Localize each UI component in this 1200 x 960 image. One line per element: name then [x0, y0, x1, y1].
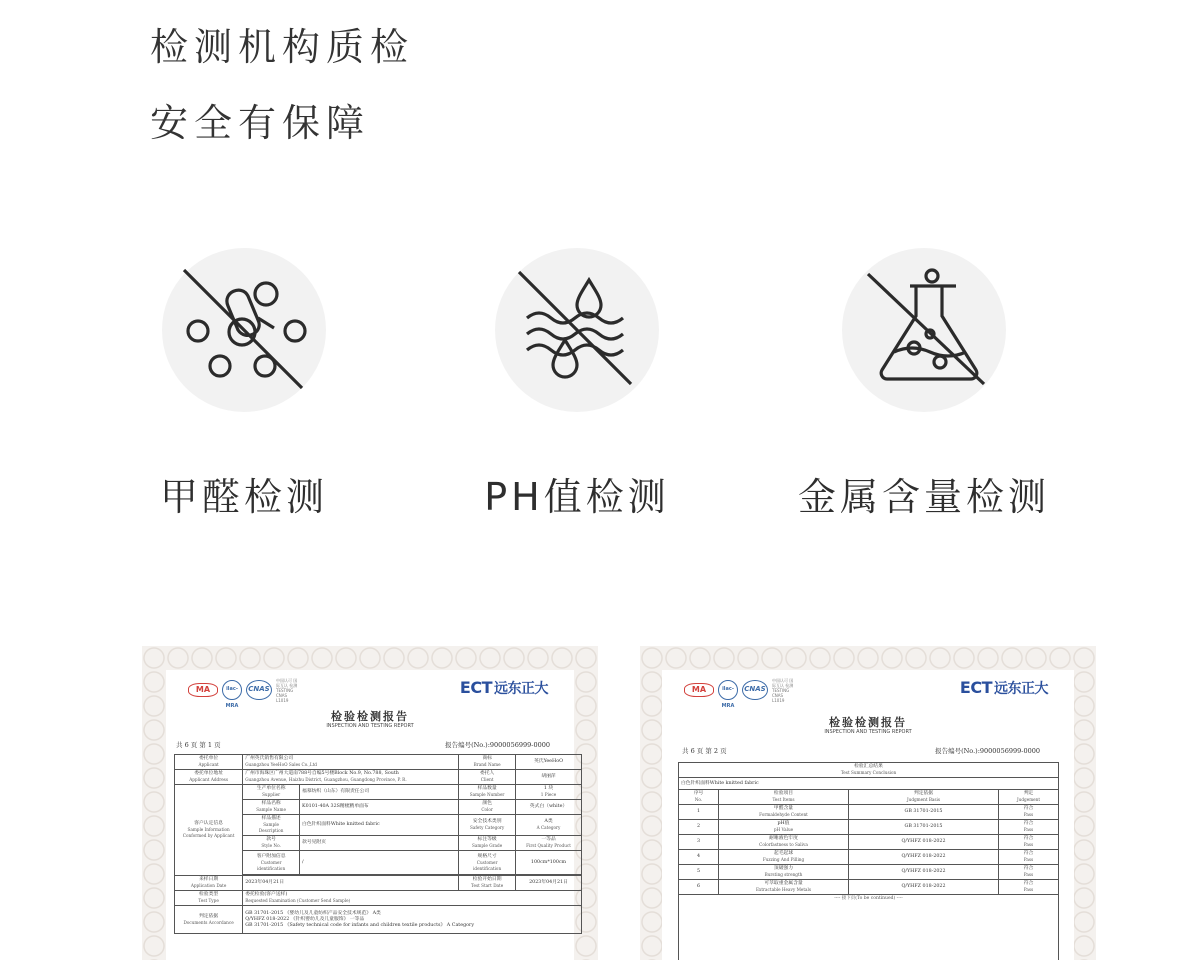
cnas-small-text: 中国认可 国际互认 检测 TESTING CNAS L1019: [276, 677, 298, 703]
table-row: 1 甲醛含量 Formaldehyde Content GB 31701-2015 符合 Pass: [679, 805, 1059, 820]
ma-logo: MA: [188, 683, 218, 697]
report-subtitle: INSPECTION AND TESTING REPORT: [824, 729, 912, 735]
table-row: 3 耐唾液色牢度 Colorfastness to Saliva Q/YHFZ 018-2022 符合 Pass: [679, 835, 1059, 850]
certification-logos: [188, 677, 298, 709]
test-report-page-1[interactable]: [142, 646, 598, 960]
report-number: 报告编号(No.):9000056999-0000: [445, 741, 550, 749]
report-info-table: 委托单位 Applicant 广州英氏销售有限公司 Guangzhou YeeHoO Sales Co.,Ltd 商标 Brand Name 英氏YeeHoO 委托单位地址 Applicant Address 广州市海珠区广州大道南788号自编5号楼Block No.9, No.788, South Guangzhou Avenue, Haizhu District, Guangzhou, Guangdong Province, P. R. 委托人 Client 胡丽萍 客户认定信息 Sample Information Conformed by Applicant 生产单位名称 Supplier 福慕纺织（山东）有限责任公司 样品数量 Sample Number 1 块 1 Piece 样品名称 Sample Name K0101-40A 32S精梳精单面布 颜色 Color 英式白（white） 样品描述 Sample Description 白色针织面料White knitted fabric 安全技术类别 Safety Category A类 A Category 款号 Style No. 款号见附页 标注等级 Sample Grade 一等品 First Quality Product 客户附加信息 Customer identification / 规格尺寸 Customer identification 100cm*100cm 来样日期 Application Date 2023年04月21日 检验开始日期 Test Start Date 2023年04月21日 检验类型 Test Type 委托检验(客户送样) Requested Examination (Customer Send Sample) 判定依据 Documents Accordance GB 31701-2015 《婴幼儿及儿童纺织产品安全技术规范》 A类 Q/YHFZ 018-2022 《针织婴幼儿及儿童服饰》 一等品 GB 31701-2015 《Safety technical code for infants and children textile products》 A Category: [174, 754, 582, 934]
table-row: 4 起毛起球 Fuzzing And Pilling Q/YHFZ 018-2022 符合 Pass: [679, 850, 1059, 865]
certification-logos: [684, 677, 794, 709]
table-row: 6 可萃取重金属含量 Extractable Heavy Metals Q/YHFZ 018-2022 符合 Pass: [679, 880, 1059, 895]
feature-ph: [427, 248, 727, 521]
feature-metal: [774, 248, 1074, 521]
report-title: 检验检测报告: [829, 716, 907, 729]
report-subtitle: INSPECTION AND TESTING REPORT: [326, 723, 414, 729]
headline-line-2: 安全有保障: [150, 101, 371, 145]
feature-label: PH值检测: [484, 475, 670, 519]
cnas-logo: CNAS: [742, 680, 768, 700]
table-row: 5 顶破强力 Bursting strength Q/YHFZ 018-2022 符合 Pass: [679, 865, 1059, 880]
headline-line-1: 检测机构质检: [150, 25, 415, 69]
table-row: 2 pH值 pH Value GB 31701-2015 符合 Pass: [679, 820, 1059, 835]
feature-formaldehyde: [94, 248, 394, 521]
report-title: 检验检测报告: [331, 710, 409, 723]
formaldehyde-molecule-crossed-icon: [162, 248, 326, 412]
ilac-logo: ilac-MRA: [222, 680, 242, 700]
water-drop-waves-crossed-icon: [495, 248, 659, 412]
continued-note: ---- 接下页(To be continued) ----: [679, 895, 1059, 960]
ect-logo: ECT 远东正大: [459, 678, 548, 697]
summary-table: 检验汇总结果 Test Summary Conclusion 白色针织面料White knitted fabric 序号 No. 检验项目 Test Items 判定依据 Judgment Basis 判定 Judgement 1 甲醛含量 Formaldehyde Content GB 31701-2015 符合 Pass 2 pH值 pH Value GB 31701-2015 符合 Pass 3 耐唾液色牢度 Colorfastness to Saliva Q/YHFZ 018-2022 符合 Pass 4 起毛起球 Fuzzing And Pilling Q/YHFZ 018-2022 符合 Pass 5 顶破强力 Bursting strength Q/YHFZ 018-2022 符合 Pass 6 可萃取重金属含量 Extractable Heavy Metals Q/YHFZ 018-2022 符合 Pass ---- 接下页(To be continued) ----: [678, 762, 1059, 960]
ilac-logo: ilac-MRA: [718, 680, 738, 700]
report-paper: [166, 670, 574, 960]
test-report-page-2[interactable]: [640, 646, 1096, 960]
report-paper: [662, 670, 1074, 960]
ma-logo: MA: [684, 683, 714, 697]
cnas-small-text: 中国认可 国际互认 检测 TESTING CNAS L1019: [772, 677, 794, 703]
feature-label: 甲醛检测: [159, 475, 328, 519]
flask-crossed-icon: [842, 248, 1006, 412]
cnas-logo: CNAS: [246, 680, 272, 700]
feature-label: 金属含量检测: [797, 475, 1050, 519]
ect-logo: ECT 远东正大: [959, 678, 1048, 697]
report-number: 报告编号(No.):9000056999-0000: [935, 747, 1040, 755]
report-page-number: 共 6 页 第 1 页: [176, 741, 221, 749]
report-page-number: 共 6 页 第 2 页: [682, 747, 727, 755]
